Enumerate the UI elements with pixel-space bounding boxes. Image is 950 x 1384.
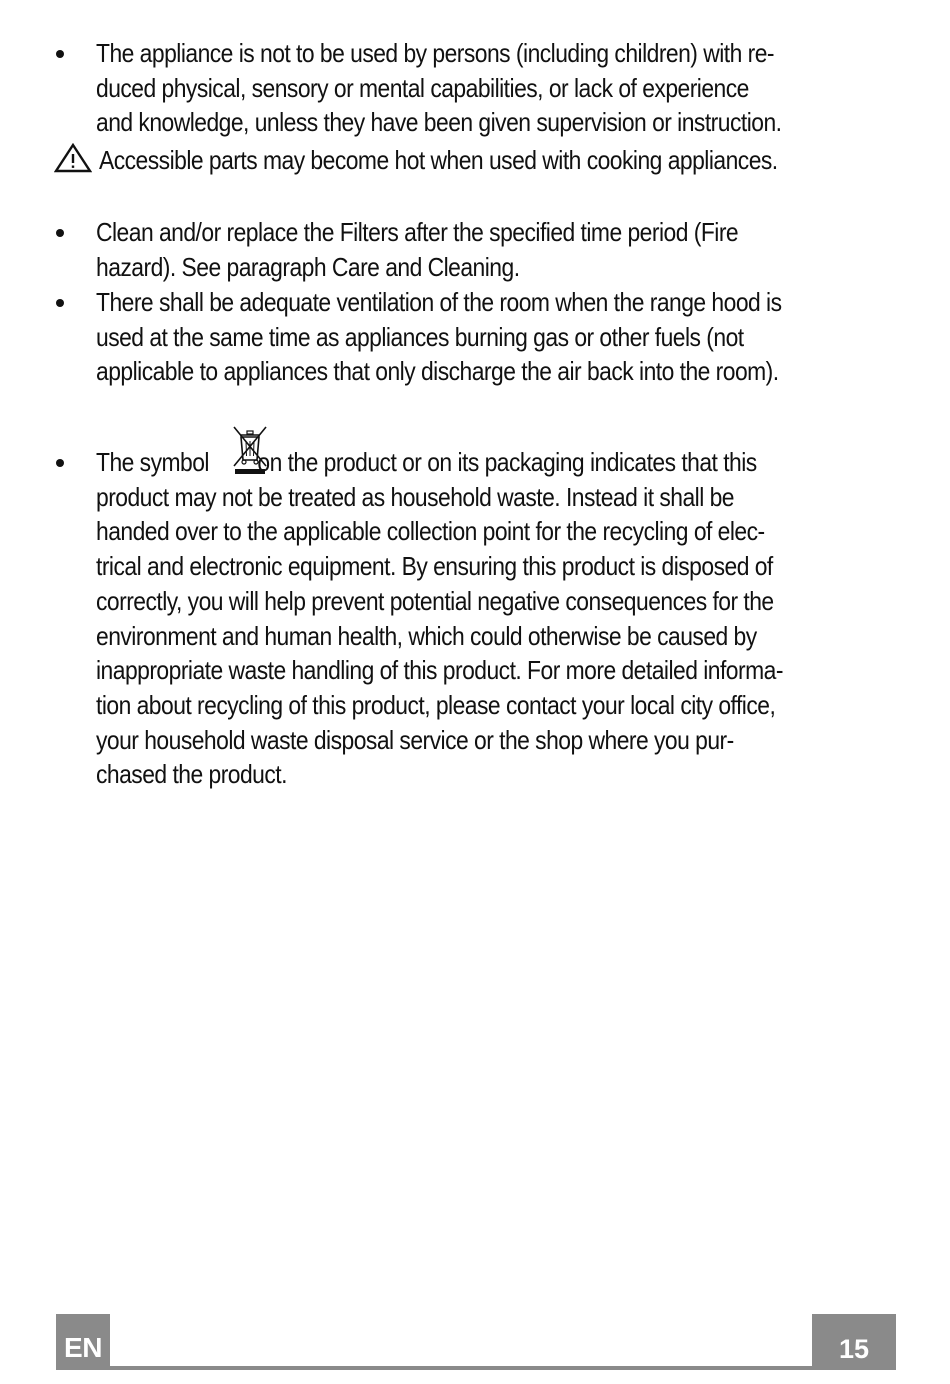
text-line: tion about recycling of this product, please contact your local city office, (96, 689, 776, 720)
bullet-point (54, 50, 66, 62)
text-line: trical and electronic equipment. By ensuring this product is disposed of (96, 551, 773, 582)
text-line: and knowledge, unless they have been given supervision or instruction. (96, 107, 782, 138)
text-line: Clean and/or replace the Filters after the specified time period (Fire (96, 217, 739, 247)
text-line: used at the same time as appliances burning gas or other fuels (not (96, 321, 744, 352)
bullet-point (54, 299, 66, 311)
text-line: applicable to appliances that only discharge the air back into the room). (96, 356, 779, 387)
paragraph-weee-disposal (96, 445, 791, 792)
text-line: There shall be adequate ventilation of the room when the range hood is (96, 287, 782, 317)
paragraph-filters (96, 215, 791, 284)
symbol-trail-text: on the product or on its packaging indicates that this (257, 447, 757, 477)
page-number: 15 (812, 1314, 896, 1370)
text-line: product may not be treated as household waste. Instead it shall be (96, 481, 734, 512)
bullet-point (54, 459, 66, 471)
text-line: handed over to the applicable collection point for the recycling of elec- (96, 516, 765, 547)
text-line: environment and human health, which could otherwise be caused by (96, 620, 757, 651)
language-tab: EN (56, 1314, 110, 1370)
text-line: duced physical, sensory or mental capabilities, or lack of experience (96, 72, 749, 103)
text-line: your household waste disposal service or the shop where you pur- (96, 724, 734, 755)
footer-rule (110, 1366, 812, 1370)
warning-triangle-icon (54, 143, 92, 173)
paragraph-ventilation (96, 285, 791, 389)
text-line: correctly, you will help prevent potential negative consequences for the (96, 585, 774, 616)
bullet-point (54, 229, 66, 241)
symbol-lead-text: The symbol (96, 447, 209, 477)
paragraph-supervision (96, 36, 791, 140)
warning-hot-parts-text: Accessible parts may become hot when used with cooking appliances. (99, 145, 778, 175)
text-line: inappropriate waste handling of this product. For more detailed informa- (96, 655, 783, 686)
text-line: chased the product. (96, 759, 287, 790)
text-line (96, 445, 791, 480)
text-line: The appliance is not to be used by persons (including children) with re- (96, 38, 775, 68)
text-line: hazard). See paragraph Care and Cleaning. (96, 251, 520, 282)
